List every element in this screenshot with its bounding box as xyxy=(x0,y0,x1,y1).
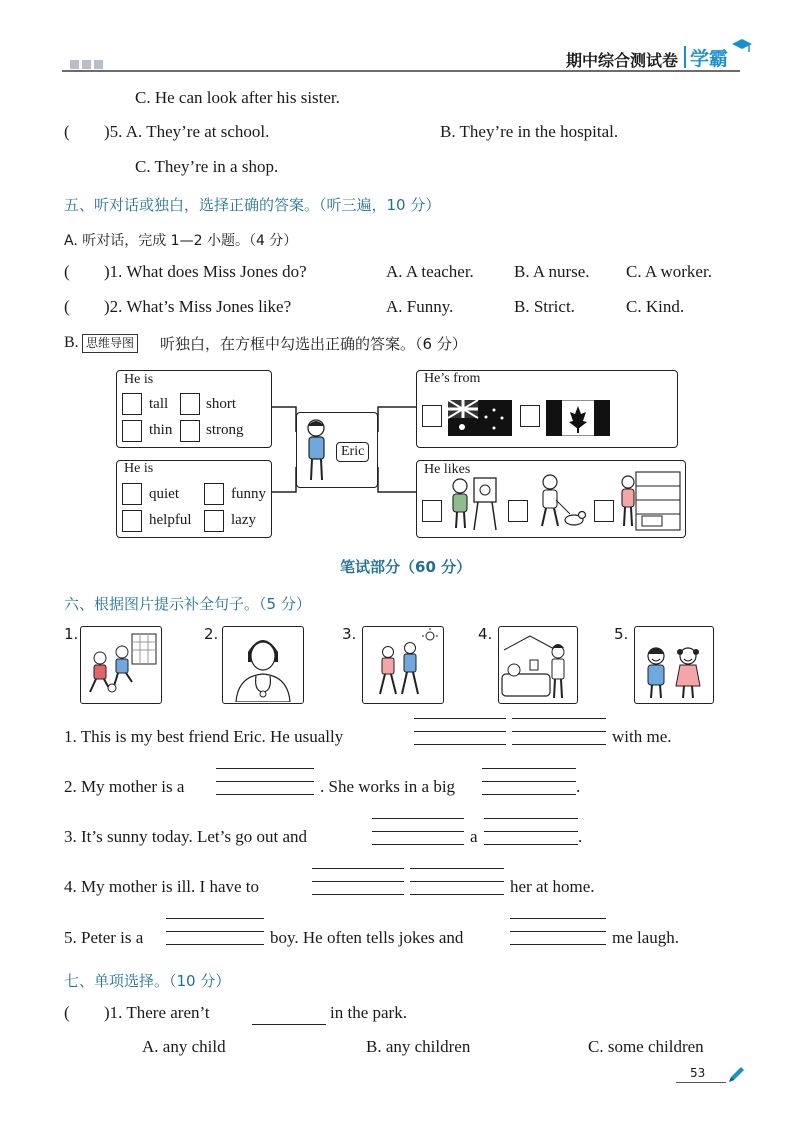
answer-blank-5a[interactable] xyxy=(166,918,264,946)
boy-figure-icon xyxy=(302,416,332,484)
option-funny: funny xyxy=(231,486,266,502)
checkbox-thin[interactable] xyxy=(122,420,142,442)
section6-title: 六、根据图片提示补全句子。（5 分） xyxy=(64,595,311,613)
footer-rule xyxy=(676,1082,726,1083)
checkbox-quiet[interactable] xyxy=(122,483,142,505)
checkbox-tall[interactable] xyxy=(122,393,142,415)
answer-blank-3b[interactable] xyxy=(484,818,578,846)
answer-blank-4b[interactable] xyxy=(410,868,504,896)
option-thin: thin xyxy=(149,422,173,438)
answer-blank-1b[interactable] xyxy=(512,718,606,746)
shopping-icon xyxy=(618,468,682,534)
answer-blank-2a[interactable] xyxy=(216,768,314,796)
mindmap-box3-title: He’s from xyxy=(424,371,481,386)
q5-option-b: B. They’re in the hospital. xyxy=(440,122,619,141)
checkbox-helpful[interactable] xyxy=(122,510,142,532)
s5-q2-option-a: A. Funny. xyxy=(386,297,454,316)
sentence-3-middle: a xyxy=(470,827,478,846)
sentence-1-start: 1. This is my best friend Eric. He usually xyxy=(64,727,344,746)
q5-stem: )5. A. They’re at school. xyxy=(104,122,270,141)
s5-q1-paren: ( xyxy=(64,262,70,281)
sentence-5-start: 5. Peter is a xyxy=(64,928,144,947)
sentence-3-end: . xyxy=(578,827,583,846)
mindmap-box2-title: He is xyxy=(124,461,154,476)
section5-part-b-text: 听独白，在方框中勾选出正确的答案。（6 分） xyxy=(160,335,467,353)
answer-blank-1a[interactable] xyxy=(414,718,506,746)
checkbox-australia[interactable] xyxy=(422,405,442,427)
pencil-icon xyxy=(726,1066,746,1084)
s5-q1-option-a: A. A teacher. xyxy=(386,262,474,281)
option-tall: tall xyxy=(149,396,169,412)
s7-q1-option-a: A. any child xyxy=(142,1037,226,1056)
s7-q1-option-c: C. some children xyxy=(588,1037,704,1056)
mindmap-box4-title: He likes xyxy=(424,462,471,477)
sentence-3-start: 3. It’s sunny today. Let’s go out and xyxy=(64,827,308,846)
option-quiet: quiet xyxy=(149,486,179,502)
mindmap-box1-title: He is xyxy=(124,372,154,387)
doctor-icon xyxy=(226,628,300,702)
s5-q2-option-c: C. Kind. xyxy=(626,297,685,316)
brand-logo: 学霸 xyxy=(690,48,729,70)
section5-title: 五、听对话或独白，选择正确的答案。（听三遍，10 分） xyxy=(64,196,441,214)
painting-boy-icon xyxy=(446,470,502,534)
caring-for-mother-icon xyxy=(500,628,576,702)
q4-option-c: C. He can look after his sister. xyxy=(135,88,340,107)
pic-number-5: 5. xyxy=(614,625,629,643)
telling-jokes-icon xyxy=(636,628,712,702)
s7-q1-option-b: B. any children xyxy=(366,1037,471,1056)
sentence-2-start: 2. My mother is a xyxy=(64,777,185,796)
section5-part-b-prefix: B. xyxy=(64,334,79,351)
s5-q2-option-b: B. Strict. xyxy=(514,297,575,316)
sentence-4-start: 4. My mother is ill. I have to xyxy=(64,877,260,896)
s7-q1-rest: in the park. xyxy=(330,1003,407,1022)
written-part-title: 笔试部分（60 分） xyxy=(340,558,472,576)
sentence-1-end: with me. xyxy=(612,727,672,746)
s7-q1-paren: ( xyxy=(64,1003,70,1022)
option-strong: strong xyxy=(206,422,244,438)
s7-q1-stem: )1. There aren’t xyxy=(104,1003,210,1022)
pic-number-4: 4. xyxy=(478,625,493,643)
q5-option-c: C. They’re in a shop. xyxy=(135,157,279,176)
section7-title: 七、单项选择。（10 分） xyxy=(64,972,231,990)
canada-flag-icon xyxy=(546,400,610,436)
option-helpful: helpful xyxy=(149,512,192,528)
checkbox-strong[interactable] xyxy=(180,420,200,442)
mindmap-tag: 思维导图 xyxy=(82,334,138,353)
s5-q1-stem: )1. What does Miss Jones do? xyxy=(104,262,307,281)
page-number: 53 xyxy=(690,1066,706,1080)
checkbox-painting[interactable] xyxy=(422,500,442,522)
book-title: 期中综合测试卷 xyxy=(566,51,679,70)
pic-number-1: 1. xyxy=(64,625,79,643)
answer-blank-2b[interactable] xyxy=(482,768,576,796)
s5-q2-stem: )2. What’s Miss Jones like? xyxy=(104,297,292,316)
answer-blank-7-1[interactable] xyxy=(252,1008,326,1025)
option-short: short xyxy=(206,396,236,412)
s5-q2-paren: ( xyxy=(64,297,70,316)
walking-dog-icon xyxy=(534,470,586,534)
playing-soccer-icon xyxy=(82,628,160,702)
q5-paren: ( xyxy=(64,122,70,141)
answer-blank-3a[interactable] xyxy=(372,818,464,846)
eric-name-tag: Eric xyxy=(336,442,369,462)
answer-blank-5b[interactable] xyxy=(510,918,606,946)
sentence-5-middle: boy. He often tells jokes and xyxy=(270,928,464,947)
s5-q1-option-b: B. A nurse. xyxy=(514,262,590,281)
checkbox-short[interactable] xyxy=(180,393,200,415)
s5-q1-option-c: C. A worker. xyxy=(626,262,712,281)
sentence-2-end: . xyxy=(576,777,581,796)
section5-part-a: A. 听对话，完成 1—2 小题。（4 分） xyxy=(64,233,298,249)
pic-number-3: 3. xyxy=(342,625,357,643)
pic-number-2: 2. xyxy=(204,625,219,643)
sentence-4-end: her at home. xyxy=(510,877,595,896)
checkbox-canada[interactable] xyxy=(520,405,540,427)
checkbox-shopping[interactable] xyxy=(594,500,614,522)
checkbox-funny[interactable] xyxy=(204,483,224,505)
option-lazy: lazy xyxy=(231,512,256,528)
checkbox-walking-dog[interactable] xyxy=(508,500,528,522)
sentence-5-end: me laugh. xyxy=(612,928,680,947)
checkbox-lazy[interactable] xyxy=(204,510,224,532)
taking-a-walk-icon xyxy=(364,628,442,702)
sentence-2-middle: . She works in a big xyxy=(320,777,456,796)
answer-blank-4a[interactable] xyxy=(312,868,404,896)
australia-flag-icon xyxy=(448,400,512,436)
